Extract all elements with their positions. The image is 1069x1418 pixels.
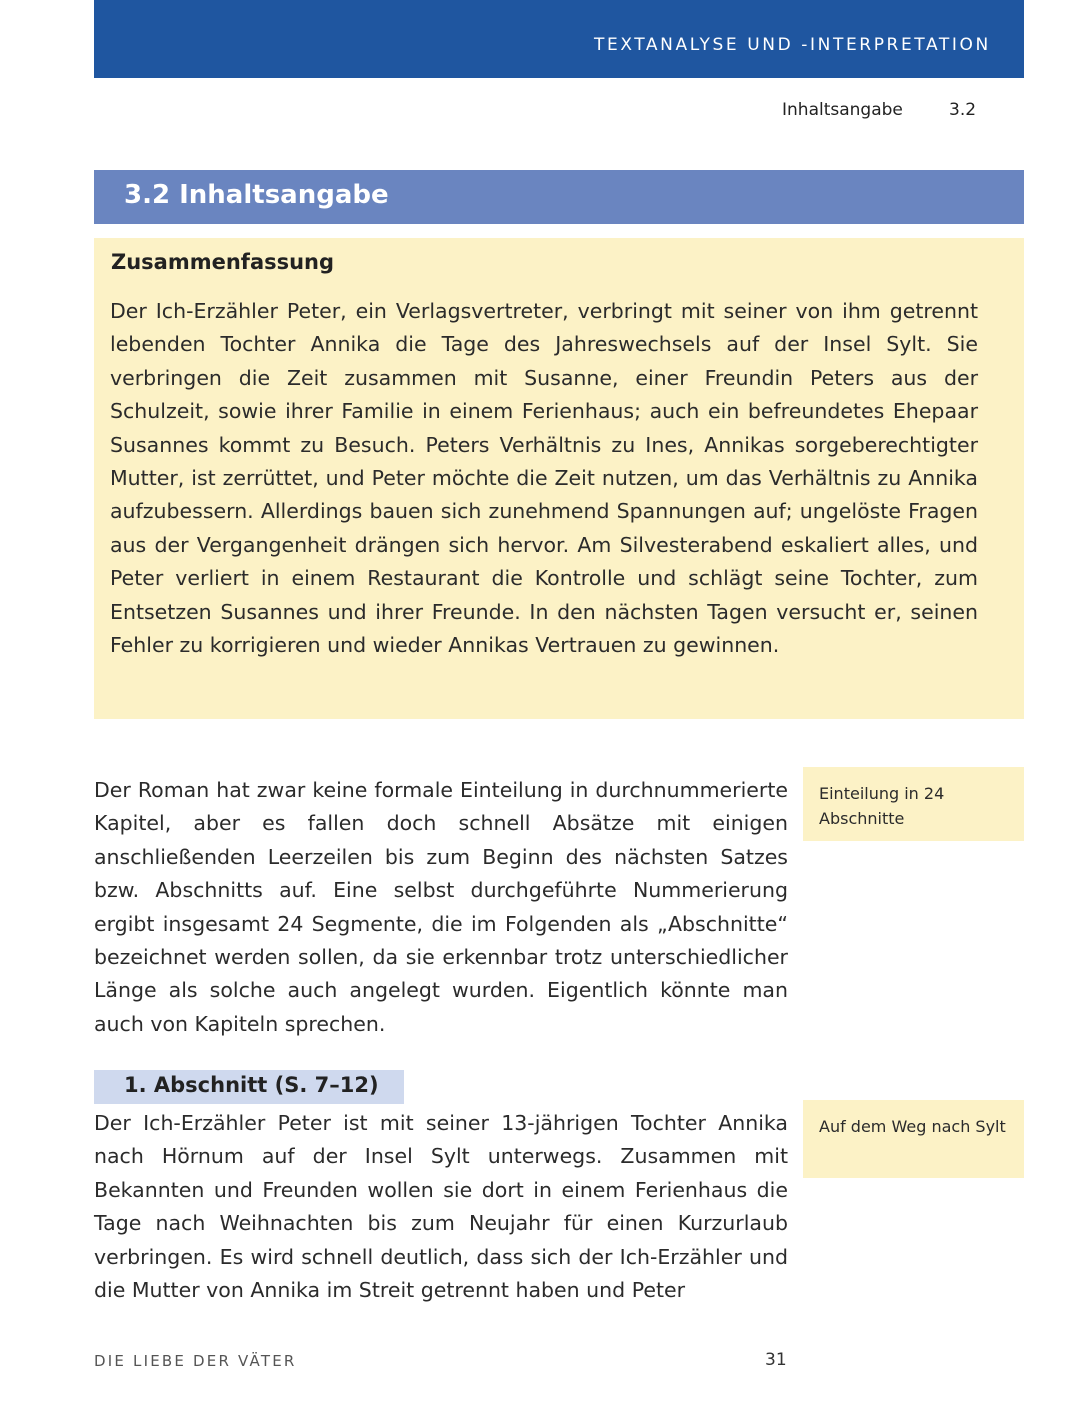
chapter-title: TEXTANALYSE UND -INTERPRETATION <box>594 35 991 55</box>
summary-text: Der Ich-Erzähler Peter, ein Verlagsvertreter, verbringt mit seiner von ihm getrennt lebenden Tochter Annika die Tage des Jahreswechsels auf der Insel Sylt. Sie verbringen die Zeit zusammen mit Susanne, einer Freundin Peters aus der Schulzeit, sowie ihrer Familie in einem Ferienhaus; auch ein befreundetes Ehepaar Susannes kommt zu Besuch. Peters Verhältnis zu Ines, Annikas sorgeberechtigter Mutter, ist zerrüttet, und Peter möchte die Zeit nutzen, um das Verhältnis zu Annika aufzubessern. Allerdings bauen sich zunehmend Spannungen auf; ungelöste Fragen aus der Vergangenheit drängen sich hervor. Am Silvesterabend eskaliert alles, und Peter verliert in einem Restaurant die Kontrolle und schlägt seine Tochter, zum Entsetzen Susannes und ihrer Freunde. In den nächsten Tagen versucht er, seinen Fehler zu korrigieren und wieder Annikas Vertrauen zu gewinnen. <box>110 299 978 658</box>
intro-paragraph: Der Roman hat zwar keine formale Einteilung in durchnummerierte Kapitel, aber es fallen doch schnell Absätze mit einigen anschließenden Leerzeilen bis zum Beginn des nächsten Satzes bzw. Abschnitts auf. Eine selbst durchgeführte Nummerierung ergibt insgesamt 24 Segmente, die im Folgenden als „Abschnitte“ bezeichnet werden sollen, da sie erkennbar trotz unterschiedlicher Länge als solche auch angelegt wurden. Eigentlich könnte man auch von Kapiteln sprechen. <box>94 778 788 1036</box>
footer-book-title: DIE LIEBE DER VÄTER <box>94 1352 297 1370</box>
subsection-title: 1. Abschnitt (S. 7–12) <box>124 1073 379 1097</box>
running-section-number: 3.2 <box>949 100 977 120</box>
chapter-header-band <box>94 0 1069 78</box>
subsection-header <box>94 1070 404 1104</box>
margin-note-sections <box>803 767 1024 841</box>
summary-box <box>94 238 1024 719</box>
subsection-paragraph: Der Ich-Erzähler Peter ist mit seiner 13-jährigen Tochter Annika nach Hörnum auf der Insel Sylt unterwegs. Zusammen mit Bekannten und Freunden wollen sie dort in einem Ferienhaus die Tage nach Weihnachten bis zum Neujahr für einen Kurzurlaub verbringen. Es wird schnell deutlich, dass sich der Ich-Erzähler und die Mutter von Annika im Streit getrennt haben und Peter <box>94 1111 788 1303</box>
summary-heading: Zusammenfassung <box>111 250 335 274</box>
page-number: 31 <box>765 1350 787 1370</box>
running-section-title: Inhaltsangabe <box>782 100 903 120</box>
section-title: 3.2 Inhaltsangabe <box>124 180 389 210</box>
margin-note-text: Einteilung in 24 Abschnitte <box>819 784 945 828</box>
section-header <box>94 170 1024 224</box>
chapter-number: 3 <box>1049 22 1069 58</box>
margin-note-journey <box>803 1100 1024 1178</box>
margin-note-text: Auf dem Weg nach Sylt <box>819 1117 1006 1136</box>
